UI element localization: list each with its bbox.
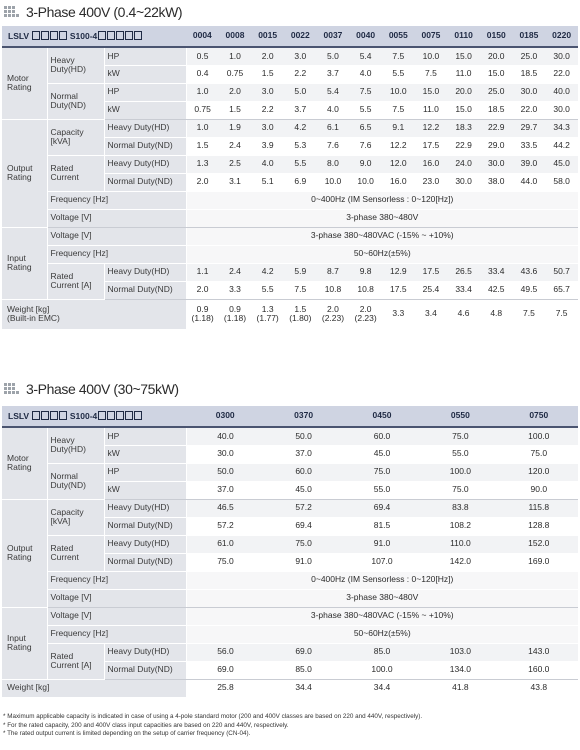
table-cell: 40.0 xyxy=(186,427,264,445)
table-cell: 4.2 xyxy=(251,263,284,281)
model-column: 0150 xyxy=(480,26,513,47)
table-cell: 1.9 xyxy=(219,119,252,137)
table-cell: 8.0 xyxy=(317,155,350,173)
table-cell: 7.5 xyxy=(382,101,415,119)
table-cell: 55.0 xyxy=(343,481,421,499)
table-cell: 69.0 xyxy=(186,661,264,679)
table-cell: 11.0 xyxy=(447,65,480,83)
table-cell: 108.2 xyxy=(421,517,499,535)
table-row xyxy=(2,155,578,173)
table-cell: 61.0 xyxy=(186,535,264,553)
table-cell: 91.0 xyxy=(343,535,421,553)
model-column: 0750 xyxy=(500,406,578,427)
table-cell: 2.4 xyxy=(219,263,252,281)
table-row xyxy=(2,263,578,281)
table-cell: 10.0 xyxy=(382,83,415,101)
row-label: Heavy Duty(HD) xyxy=(104,155,186,173)
row-label: Frequency [Hz] xyxy=(47,571,186,589)
unit-label: HP xyxy=(104,47,186,65)
table-cell: 2.0 xyxy=(219,83,252,101)
table-cell: 3.3 xyxy=(219,281,252,299)
table-row xyxy=(2,571,578,589)
table-cell: 7.5 xyxy=(382,47,415,65)
table-cell: 50.7 xyxy=(545,263,578,281)
table-cell: 20.0 xyxy=(447,83,480,101)
table-cell: 75.0 xyxy=(421,427,499,445)
table-cell: 22.9 xyxy=(447,137,480,155)
model-column: 0185 xyxy=(513,26,546,47)
table-cell: 65.7 xyxy=(545,281,578,299)
section1-title xyxy=(4,2,182,22)
table-cell: 25.4 xyxy=(415,281,448,299)
table-cell: 33.5 xyxy=(513,137,546,155)
table-cell: 91.0 xyxy=(264,553,342,571)
table-cell: 7.6 xyxy=(349,137,382,155)
group-label-input: Input Rating xyxy=(2,227,47,299)
row-label: Normal Duty(ND) xyxy=(104,553,186,571)
table-cell: 69.4 xyxy=(264,517,342,535)
model-column: 0550 xyxy=(421,406,499,427)
table-cell: 75.0 xyxy=(421,481,499,499)
row-label: Voltage [V] xyxy=(47,209,186,227)
table-cell: 50~60Hz(±5%) xyxy=(186,625,578,643)
table-cell: 12.0 xyxy=(382,155,415,173)
grid-bullet-icon xyxy=(4,6,20,18)
table-cell: 6.1 xyxy=(317,119,350,137)
row-label: Voltage [V] xyxy=(47,607,186,625)
table-cell: 12.2 xyxy=(415,119,448,137)
section2-title xyxy=(4,379,179,399)
row-label: Voltage [V] xyxy=(47,589,186,607)
table-cell: 4.8 xyxy=(480,299,513,329)
table-cell: 15.0 xyxy=(415,83,448,101)
model-column: 0040 xyxy=(349,26,382,47)
table-cell: 30.0 xyxy=(480,155,513,173)
row-label: Heavy Duty(HD) xyxy=(104,119,186,137)
table-cell: 7.6 xyxy=(317,137,350,155)
table-cell: 30.0 xyxy=(545,101,578,119)
table-row xyxy=(2,589,578,607)
table-cell: 75.0 xyxy=(264,535,342,553)
table-cell: 37.0 xyxy=(186,481,264,499)
table-cell: 58.0 xyxy=(545,173,578,191)
table-cell: 3.7 xyxy=(317,65,350,83)
table-row xyxy=(2,499,578,517)
table-row xyxy=(2,209,578,227)
table-cell: 69.4 xyxy=(343,499,421,517)
unit-label: kW xyxy=(104,101,186,119)
table-cell: 12.2 xyxy=(382,137,415,155)
table-cell: 30.0 xyxy=(186,445,264,463)
table-row xyxy=(2,643,578,661)
model-column: 0055 xyxy=(382,26,415,47)
table-cell: 2.4 xyxy=(219,137,252,155)
unit-label: HP xyxy=(104,83,186,101)
row-label: Input Rating xyxy=(2,607,47,679)
table-cell: 3-phase 380~480VAC (-15% ~ +10%) xyxy=(186,227,578,245)
capacity-label: Capacity [kVA] xyxy=(47,119,104,155)
table-cell: 22.0 xyxy=(545,65,578,83)
table-cell: 7.5 xyxy=(415,65,448,83)
table-cell: 33.4 xyxy=(480,263,513,281)
table-cell: 29.7 xyxy=(513,119,546,137)
model-column: 0110 xyxy=(447,26,480,47)
table-cell: 17.5 xyxy=(382,281,415,299)
table-cell: 0.9 (1.18) xyxy=(219,299,252,329)
footnote: * The rated output current is limited depending on the setup of carrier frequency (CN-04). xyxy=(3,730,251,737)
table-cell: 5.5 xyxy=(284,155,317,173)
table-cell: 45.0 xyxy=(343,445,421,463)
table-cell: 4.0 xyxy=(251,155,284,173)
table-cell: 45.0 xyxy=(545,155,578,173)
table-cell: 2.0 (2.23) xyxy=(349,299,382,329)
row-label: Normal Duty(ND) xyxy=(104,281,186,299)
table-cell: 1.5 xyxy=(186,137,219,155)
table-cell: 44.0 xyxy=(513,173,546,191)
table-row xyxy=(2,535,578,553)
table-cell: 10.0 xyxy=(415,47,448,65)
footnote: * For the rated capacity, 200 and 400V class input capacities are based on 220 and 440V, respectively. xyxy=(3,721,289,729)
table-cell: 0~400Hz (IM Sensorless : 0~120[Hz]) xyxy=(186,571,578,589)
table-cell: 22.9 xyxy=(480,119,513,137)
spec-table-0.4-22kw xyxy=(2,26,578,330)
table-cell: 57.2 xyxy=(264,499,342,517)
rated-current-label: Rated Current xyxy=(47,155,104,191)
table-cell: 169.0 xyxy=(500,553,578,571)
table-cell: 0.75 xyxy=(186,101,219,119)
table-cell: 3.0 xyxy=(284,47,317,65)
table-cell: 11.0 xyxy=(415,101,448,119)
row-label: Frequency [Hz] xyxy=(47,191,186,209)
table-cell: 152.0 xyxy=(500,535,578,553)
table-row xyxy=(2,463,578,481)
table-row xyxy=(2,427,578,445)
table-cell: 34.3 xyxy=(545,119,578,137)
table-cell: 25.8 xyxy=(186,679,264,697)
table-cell: 3.7 xyxy=(284,101,317,119)
table-cell: 34.4 xyxy=(264,679,342,697)
table-row xyxy=(2,119,578,137)
row-label: Motor Rating xyxy=(2,427,47,499)
table-cell: 30.0 xyxy=(545,47,578,65)
table-cell: 75.0 xyxy=(343,463,421,481)
table-cell: 3.1 xyxy=(219,173,252,191)
row-label: Heavy Duty(HD) xyxy=(47,427,104,463)
unit-label: kW xyxy=(104,65,186,83)
model-header: LSLV S100-4 xyxy=(2,406,186,427)
footnotes xyxy=(3,713,422,739)
table-cell: 3.3 xyxy=(382,299,415,329)
table-cell: 50~60Hz(±5%) xyxy=(186,245,578,263)
table-cell: 10.0 xyxy=(317,173,350,191)
table-cell: 83.8 xyxy=(421,499,499,517)
table-cell: 12.9 xyxy=(382,263,415,281)
table-cell: 33.4 xyxy=(447,281,480,299)
model-column: 0022 xyxy=(284,26,317,47)
row-label: Normal Duty(ND) xyxy=(47,463,104,499)
table-cell: 2.0 xyxy=(186,173,219,191)
table-cell: 1.5 xyxy=(251,65,284,83)
table-cell: 20.0 xyxy=(480,47,513,65)
table-cell: 17.5 xyxy=(415,263,448,281)
table-cell: 5.0 xyxy=(317,47,350,65)
table-cell: 100.0 xyxy=(343,661,421,679)
table-cell: 100.0 xyxy=(421,463,499,481)
table-cell: 44.2 xyxy=(545,137,578,155)
table-cell: 5.3 xyxy=(284,137,317,155)
table-cell: 38.0 xyxy=(480,173,513,191)
table-cell: 46.5 xyxy=(186,499,264,517)
group-label-motor: Motor Rating xyxy=(2,47,47,119)
table-cell: 5.5 xyxy=(251,281,284,299)
table-cell: 3-phase 380~480V xyxy=(186,209,578,227)
table-cell: 10.0 xyxy=(349,173,382,191)
table-row xyxy=(2,47,578,65)
table-cell: 18.5 xyxy=(480,101,513,119)
row-label: Capacity [kVA] xyxy=(47,499,104,535)
table-cell: 100.0 xyxy=(500,427,578,445)
table-cell: 85.0 xyxy=(264,661,342,679)
table-cell: 1.0 xyxy=(219,47,252,65)
table-cell: 43.8 xyxy=(500,679,578,697)
table-cell: 6.9 xyxy=(284,173,317,191)
table-cell: 3-phase 380~480VAC (-15% ~ +10%) xyxy=(186,607,578,625)
spec-table-30-75kw xyxy=(2,406,578,698)
table-cell: 60.0 xyxy=(343,427,421,445)
table-cell: 107.0 xyxy=(343,553,421,571)
model-column: 0220 xyxy=(545,26,578,47)
table-cell: 26.5 xyxy=(447,263,480,281)
table-cell: 16.0 xyxy=(415,155,448,173)
table-cell: 1.3 (1.77) xyxy=(251,299,284,329)
table-cell: 49.5 xyxy=(513,281,546,299)
table-cell: 25.0 xyxy=(480,83,513,101)
table-cell: 5.5 xyxy=(349,101,382,119)
section-title-text: 3-Phase 400V (30~75kW) xyxy=(26,381,179,397)
table-cell: 5.1 xyxy=(251,173,284,191)
table-row xyxy=(2,299,578,329)
table-cell: 5.4 xyxy=(349,47,382,65)
table-cell: 5.0 xyxy=(284,83,317,101)
row-label: Rated Current [A] xyxy=(47,263,104,299)
table-cell: 40.0 xyxy=(545,83,578,101)
table-cell: 39.0 xyxy=(513,155,546,173)
row-label: Heavy Duty(HD) xyxy=(104,643,186,661)
model-column: 0004 xyxy=(186,26,219,47)
table-cell: 115.8 xyxy=(500,499,578,517)
table-cell: 1.5 (1.80) xyxy=(284,299,317,329)
weight-label: Weight [kg] (Built-in EMC) xyxy=(2,299,186,329)
table-cell: 134.0 xyxy=(421,661,499,679)
table-cell: 5.5 xyxy=(382,65,415,83)
table-cell: 0.5 xyxy=(186,47,219,65)
row-label: Normal Duty(ND) xyxy=(104,173,186,191)
table-cell: 8.7 xyxy=(317,263,350,281)
grid-bullet-icon xyxy=(4,383,20,395)
row-label: Normal Duty(ND) xyxy=(104,517,186,535)
table-row xyxy=(2,679,578,697)
table-cell: 42.5 xyxy=(480,281,513,299)
table-row xyxy=(2,227,578,245)
table-cell: 5.9 xyxy=(284,263,317,281)
table-cell: 3-phase 380~480V xyxy=(186,589,578,607)
table-header-row xyxy=(2,406,578,427)
table-cell: 120.0 xyxy=(500,463,578,481)
table-cell: 55.0 xyxy=(421,445,499,463)
table-cell: 75.0 xyxy=(500,445,578,463)
table-cell: 16.0 xyxy=(382,173,415,191)
table-cell: 1.0 xyxy=(186,119,219,137)
row-label: Heavy Duty(HD) xyxy=(104,535,186,553)
table-cell: 57.2 xyxy=(186,517,264,535)
table-cell: 18.5 xyxy=(513,65,546,83)
table-header-row xyxy=(2,26,578,47)
row-label: HP xyxy=(104,463,186,481)
table-cell: 0.4 xyxy=(186,65,219,83)
table-cell: 7.5 xyxy=(513,299,546,329)
table-cell: 24.0 xyxy=(447,155,480,173)
table-cell: 0.9 (1.18) xyxy=(186,299,219,329)
table-cell: 2.2 xyxy=(251,101,284,119)
table-cell: 34.4 xyxy=(343,679,421,697)
table-cell: 15.0 xyxy=(480,65,513,83)
table-cell: 29.0 xyxy=(480,137,513,155)
table-cell: 81.5 xyxy=(343,517,421,535)
heavy-duty-label: Heavy Duty(HD) xyxy=(47,47,104,83)
table-cell: 3.0 xyxy=(251,119,284,137)
group-label-output: Output Rating xyxy=(2,119,47,227)
table-row xyxy=(2,83,578,101)
table-cell: 23.0 xyxy=(415,173,448,191)
row-label: Rated Current [A] xyxy=(47,643,104,679)
table-cell: 4.0 xyxy=(349,65,382,83)
table-cell: 10.8 xyxy=(349,281,382,299)
normal-duty-label: Normal Duty(ND) xyxy=(47,83,104,119)
table-cell: 6.5 xyxy=(349,119,382,137)
table-cell: 37.0 xyxy=(264,445,342,463)
table-cell: 9.8 xyxy=(349,263,382,281)
table-cell: 25.0 xyxy=(513,47,546,65)
model-column: 0008 xyxy=(219,26,252,47)
model-header: LSLV S100-4 xyxy=(2,26,186,47)
row-label: Rated Current xyxy=(47,535,104,571)
table-row xyxy=(2,245,578,263)
table-cell: 2.0 xyxy=(186,281,219,299)
model-column: 0450 xyxy=(343,406,421,427)
table-cell: 143.0 xyxy=(500,643,578,661)
table-cell: 50.0 xyxy=(264,427,342,445)
table-row xyxy=(2,625,578,643)
table-cell: 3.4 xyxy=(415,299,448,329)
table-cell: 4.6 xyxy=(447,299,480,329)
row-label: Frequency [Hz] xyxy=(47,245,186,263)
table-cell: 0~400Hz (IM Sensorless : 0~120[Hz]) xyxy=(186,191,578,209)
table-cell: 9.0 xyxy=(349,155,382,173)
table-cell: 7.5 xyxy=(545,299,578,329)
table-cell: 2.0 xyxy=(251,47,284,65)
table-cell: 75.0 xyxy=(186,553,264,571)
model-column: 0370 xyxy=(264,406,342,427)
table-cell: 3.0 xyxy=(251,83,284,101)
model-column: 0037 xyxy=(317,26,350,47)
table-cell: 43.6 xyxy=(513,263,546,281)
section-title-text: 3-Phase 400V (0.4~22kW) xyxy=(26,4,183,20)
row-label: Heavy Duty(HD) xyxy=(104,499,186,517)
table-cell: 30.0 xyxy=(513,83,546,101)
row-label: HP xyxy=(104,427,186,445)
table-cell: 41.8 xyxy=(421,679,499,697)
table-cell: 160.0 xyxy=(500,661,578,679)
table-cell: 7.5 xyxy=(284,281,317,299)
table-cell: 1.0 xyxy=(186,83,219,101)
table-cell: 9.1 xyxy=(382,119,415,137)
row-label: Normal Duty(ND) xyxy=(104,661,186,679)
table-cell: 1.5 xyxy=(219,101,252,119)
table-cell: 90.0 xyxy=(500,481,578,499)
table-cell: 1.1 xyxy=(186,263,219,281)
table-cell: 5.4 xyxy=(317,83,350,101)
table-cell: 45.0 xyxy=(264,481,342,499)
table-cell: 4.0 xyxy=(317,101,350,119)
row-label: Output Rating xyxy=(2,499,47,607)
table-cell: 56.0 xyxy=(186,643,264,661)
table-cell: 60.0 xyxy=(264,463,342,481)
table-cell: 2.0 (2.23) xyxy=(317,299,350,329)
table-cell: 69.0 xyxy=(264,643,342,661)
row-label: kW xyxy=(104,481,186,499)
table-cell: 7.5 xyxy=(349,83,382,101)
table-cell: 4.2 xyxy=(284,119,317,137)
row-label: Heavy Duty(HD) xyxy=(104,263,186,281)
table-cell: 18.3 xyxy=(447,119,480,137)
table-cell: 2.2 xyxy=(284,65,317,83)
model-column: 0300 xyxy=(186,406,264,427)
table-cell: 1.3 xyxy=(186,155,219,173)
table-row xyxy=(2,191,578,209)
table-cell: 22.0 xyxy=(513,101,546,119)
row-label: Frequency [Hz] xyxy=(47,625,186,643)
row-label: Voltage [V] xyxy=(47,227,186,245)
table-cell: 0.75 xyxy=(219,65,252,83)
table-cell: 128.8 xyxy=(500,517,578,535)
footnote: * Maximum applicable capacity is indicated in case of using a 4-pole standard motor (200 and 400V classes are based on 220 and 440V, respectively). xyxy=(3,713,423,720)
table-cell: 30.0 xyxy=(447,173,480,191)
table-cell: 142.0 xyxy=(421,553,499,571)
table-cell: 2.5 xyxy=(219,155,252,173)
table-cell: 10.8 xyxy=(317,281,350,299)
table-cell: 103.0 xyxy=(421,643,499,661)
model-column: 0015 xyxy=(251,26,284,47)
row-label: kW xyxy=(104,445,186,463)
model-column: 0075 xyxy=(415,26,448,47)
row-label: Weight [kg] xyxy=(2,679,186,697)
table-cell: 110.0 xyxy=(421,535,499,553)
table-cell: 17.5 xyxy=(415,137,448,155)
table-cell: 3.9 xyxy=(251,137,284,155)
table-cell: 15.0 xyxy=(447,47,480,65)
table-cell: 15.0 xyxy=(447,101,480,119)
table-row xyxy=(2,607,578,625)
table-cell: 50.0 xyxy=(186,463,264,481)
row-label: Normal Duty(ND) xyxy=(104,137,186,155)
table-cell: 85.0 xyxy=(343,643,421,661)
